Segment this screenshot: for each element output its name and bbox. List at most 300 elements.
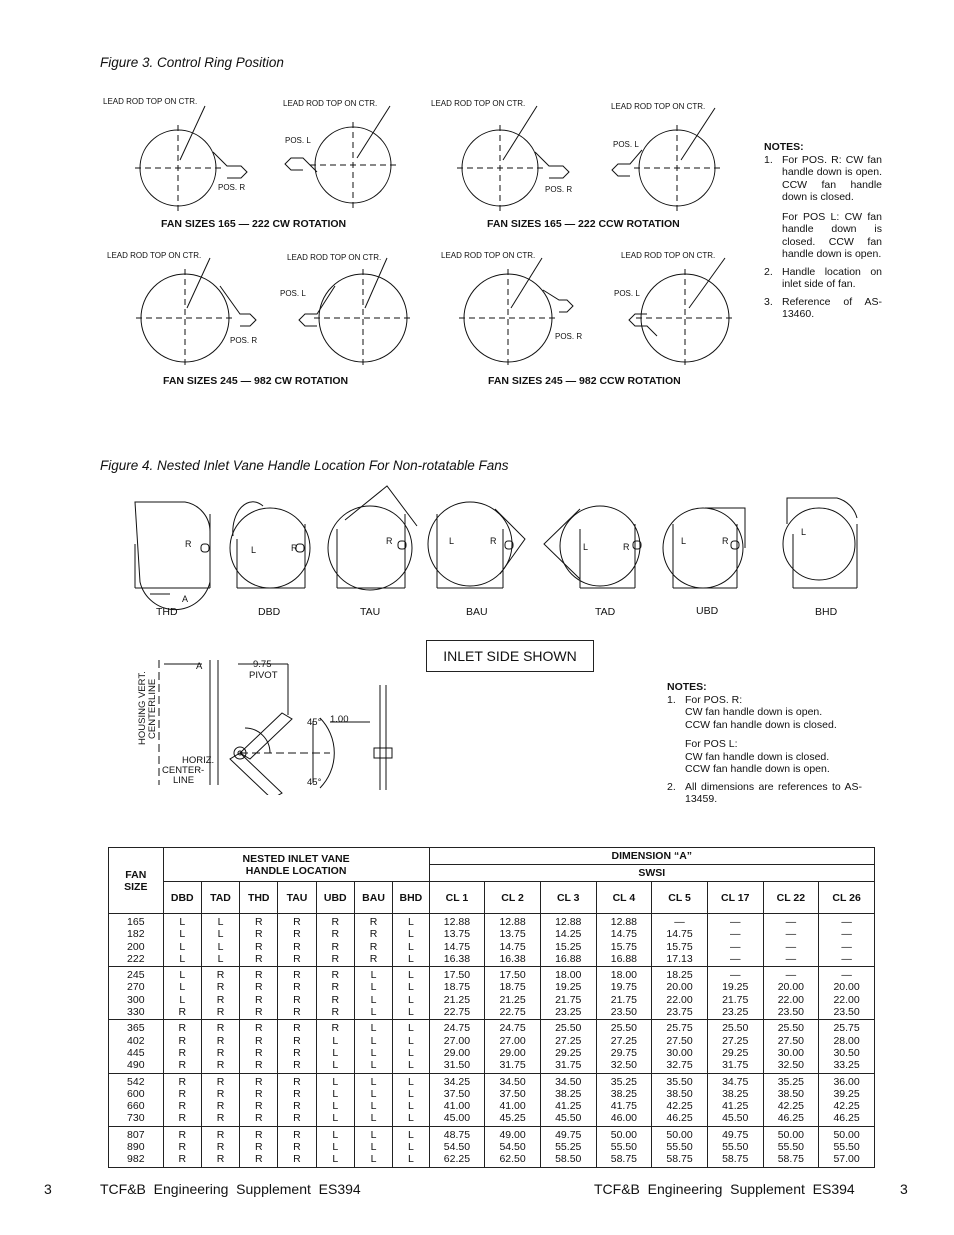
dimension-value: 20.00 [666, 981, 693, 994]
handle-location-value: L [370, 1034, 377, 1047]
fan-size-value: 807 [127, 1128, 145, 1141]
handle-location-value: R [254, 1006, 263, 1019]
fan-size-value: 890 [127, 1141, 145, 1154]
handle-location-cell [163, 914, 201, 967]
dimension-a-header: DIMENSION “A” [429, 848, 874, 865]
dimension-value: 25.75 [666, 1022, 693, 1035]
pos-l-label: POS. L [285, 136, 311, 145]
dimension-value: — [841, 952, 852, 965]
housing-label: BAU [466, 606, 488, 618]
fan-size-value: 300 [127, 993, 145, 1006]
dimension-value: 39.25 [833, 1087, 860, 1100]
fan-size-value: 445 [127, 1046, 145, 1059]
handle-location-value: R [254, 1128, 263, 1141]
footer-title-right: TCF&B Engineering Supplement ES394 [594, 1181, 855, 1197]
fan-size-cell [109, 1073, 164, 1126]
handle-location-value: R [369, 916, 378, 928]
dimension-value: — [785, 916, 797, 928]
dimension-value: 36.00 [833, 1075, 860, 1088]
housing-diagrams [125, 484, 870, 624]
handle-location-cell [354, 914, 392, 967]
table-row-group [109, 1020, 875, 1073]
dimension-value: 42.25 [833, 1100, 860, 1113]
lead-rod-label: LEAD ROD TOP ON CTR. [621, 251, 716, 260]
dimension-value: — [729, 952, 741, 965]
horiz-label: HORIZ. [182, 755, 215, 766]
handle-location-value: R [216, 1034, 225, 1047]
handle-location-value: R [216, 1087, 225, 1100]
note-pos-r-ccw: CCW fan handle down is closed. [685, 718, 837, 731]
dimension-value: 29.25 [722, 1046, 749, 1059]
handle-location-value: L [407, 928, 414, 941]
handle-location-value: L [332, 1034, 339, 1047]
handle-location-value: R [178, 1075, 187, 1088]
handle-location-cell [163, 1020, 201, 1073]
handle-location-value: L [332, 1046, 339, 1059]
dimension-value: 24.75 [443, 1022, 471, 1035]
handle-location-value: L [179, 969, 186, 982]
handle-location-value: R [178, 1100, 187, 1113]
handle-location-value: L [332, 1059, 339, 1072]
handle-location-value: R [216, 981, 225, 994]
dimension-value: 21.25 [443, 993, 471, 1006]
handle-location-cell [240, 1073, 278, 1126]
handle-location-value: R [254, 1059, 263, 1072]
handle-location-cell [240, 967, 278, 1020]
handle-location-value: L [370, 1128, 377, 1141]
note-pos-l: For POS L: CW fan handle down is closed. CCW fan handle down is open. [782, 210, 882, 260]
lead-rod-label: LEAD ROD TOP ON CTR. [103, 97, 198, 106]
handle-location-value: R [216, 1153, 225, 1166]
dimension-value: 27.00 [443, 1034, 471, 1047]
handle-location-cell [354, 967, 392, 1020]
handle-location-value: R [216, 1022, 225, 1035]
dimension-value: 54.50 [443, 1141, 471, 1154]
dimension-table [108, 847, 875, 1168]
handle-location-cell [240, 1020, 278, 1073]
handle-l-label: L [449, 536, 455, 546]
pos-r-label: POS. R [555, 332, 583, 341]
dimension-cell [596, 967, 652, 1020]
handle-location-value: L [332, 1141, 339, 1154]
dimension-value: 45.25 [499, 1112, 526, 1125]
group-label: FAN SIZES 165 — 222 CCW ROTATION [487, 218, 680, 230]
dimension-value: 13.75 [443, 928, 471, 941]
dimension-cell [707, 914, 763, 967]
fan-size-value: 730 [127, 1112, 145, 1125]
dimension-value: 22.75 [443, 1006, 471, 1019]
fan-size-value: 222 [127, 952, 145, 965]
page-number-left: 3 [44, 1181, 52, 1197]
dimension-value: 38.50 [777, 1087, 804, 1100]
handle-l-label: L [801, 527, 807, 537]
dimension-value: 15.75 [666, 940, 693, 953]
dimension-value: 46.25 [777, 1112, 804, 1125]
handle-location-value: L [407, 1141, 414, 1154]
dimension-value: 29.25 [555, 1046, 582, 1059]
dimension-value: 16.38 [499, 952, 526, 965]
dimension-cell [540, 1073, 596, 1126]
handle-location-value: R [216, 1059, 225, 1072]
dimension-value: — [785, 928, 797, 941]
handle-location-cell [201, 967, 239, 1020]
dimension-value: 42.25 [666, 1100, 693, 1113]
pivot-label: PIVOT [249, 670, 278, 681]
dimension-cell [485, 967, 541, 1020]
dimension-value: 34.50 [499, 1075, 526, 1088]
dimension-value: 24.75 [499, 1022, 526, 1035]
dimension-cell [819, 1126, 875, 1167]
handle-location-value: L [179, 928, 186, 941]
table-row-group [109, 914, 875, 967]
dimension-value: — [841, 940, 852, 953]
dimension-value: 23.50 [833, 1006, 860, 1019]
fan-size-value: 200 [127, 940, 145, 953]
handle-location-value: R [216, 1141, 225, 1154]
dimension-value: 49.75 [555, 1128, 582, 1141]
note-reference: All dimensions are references to AS-13459. [685, 780, 862, 805]
dimension-value: 12.88 [443, 916, 471, 928]
handle-location-value: R [331, 952, 340, 965]
handle-location-value: L [407, 952, 414, 965]
handle-location-value: L [407, 1087, 414, 1100]
dimension-value: 14.75 [610, 928, 638, 941]
dimension-a-label: A [182, 594, 189, 604]
dimension-value: 49.00 [499, 1128, 526, 1141]
footer-title-left: TCF&B Engineering Supplement ES394 [100, 1181, 361, 1197]
handle-location-value: R [331, 1006, 340, 1019]
housing-vert-label: HOUSING VERT. [137, 671, 148, 745]
dimension-cell [596, 1073, 652, 1126]
dimension-value: 20.00 [777, 981, 804, 994]
handle-location-cell [393, 1073, 429, 1126]
dimension-value: 30.50 [833, 1046, 860, 1059]
handle-location-value: R [254, 928, 263, 941]
handle-location-cell [316, 914, 354, 967]
dimension-value: 35.50 [666, 1075, 693, 1088]
dimension-cell [763, 914, 819, 967]
handle-location-value: L [407, 1153, 414, 1166]
dimension-value: 31.75 [499, 1059, 526, 1072]
dimension-cell [429, 967, 485, 1020]
dimension-cell [596, 1126, 652, 1167]
lead-rod-label: LEAD ROD TOP ON CTR. [283, 99, 378, 108]
dimension-value: 12.88 [499, 916, 526, 928]
housing-label: DBD [258, 606, 281, 618]
note-reference: Reference of AS-13460. [782, 295, 882, 320]
handle-location-value: R [178, 1141, 187, 1154]
dimension-value: — [729, 940, 741, 953]
pos-l-label: POS. L [613, 140, 639, 149]
group-label: FAN SIZES 165 — 222 CW ROTATION [161, 218, 347, 230]
handle-location-value: R [331, 981, 340, 994]
fan-size-value: 165 [127, 916, 145, 928]
handle-location-value: L [407, 1128, 414, 1141]
dimension-value: 31.75 [555, 1059, 582, 1072]
dimension-value: 62.25 [443, 1153, 471, 1166]
lead-rod-label: LEAD ROD TOP ON CTR. [611, 102, 706, 111]
dimension-value: 57.00 [833, 1153, 860, 1166]
handle-location-value: R [293, 1059, 301, 1072]
dimension-value: — [841, 928, 852, 941]
dimension-value: 32.50 [777, 1059, 804, 1072]
handle-r-label: R [291, 543, 298, 553]
fan-size-value: 982 [127, 1153, 145, 1166]
handle-location-value: L [217, 928, 224, 941]
dimension-value: 50.00 [833, 1128, 860, 1141]
dimension-value: 29.00 [443, 1046, 471, 1059]
figure-4-notes [667, 681, 862, 806]
dimension-value: 41.75 [610, 1100, 638, 1113]
dimension-value: 19.25 [722, 981, 749, 994]
dimension-value: 14.25 [555, 928, 582, 941]
dimension-value: 48.75 [443, 1128, 471, 1141]
handle-location-value: L [407, 1112, 414, 1125]
table-row-group [109, 967, 875, 1020]
dimension-value: 18.00 [555, 969, 582, 982]
housing-label: TAU [360, 606, 381, 618]
handle-location-value: L [370, 1022, 377, 1035]
column-header: THD [240, 882, 278, 914]
handle-location-value: L [407, 940, 414, 953]
dimension-value: 27.25 [722, 1034, 749, 1047]
dimension-cell [763, 1020, 819, 1073]
table-row-group [109, 1073, 875, 1126]
dimension-value: 50.00 [610, 1128, 638, 1141]
handle-location-value: R [254, 952, 263, 965]
fan-size-value: 182 [127, 928, 145, 941]
dimension-value: 15.75 [610, 940, 638, 953]
column-header: TAU [278, 882, 316, 914]
dimension-value: 14.75 [499, 940, 526, 953]
dimension-cell [485, 1020, 541, 1073]
dimension-cell [429, 1073, 485, 1126]
dimension-cell [540, 914, 596, 967]
dimension-value: 38.25 [722, 1087, 749, 1100]
note-pos-l-ccw: CCW fan handle down is open. [685, 763, 830, 775]
dimension-cell [540, 1020, 596, 1073]
dimension-value: 58.75 [610, 1153, 638, 1166]
handle-location-value: L [179, 952, 186, 965]
handle-location-value: R [293, 1128, 301, 1141]
dimension-cell [707, 967, 763, 1020]
handle-location-value: R [254, 1112, 263, 1125]
handle-detail-diagram [130, 655, 410, 795]
note-number: 2. [667, 780, 676, 793]
handle-location-cell [393, 967, 429, 1020]
dimension-value: — [841, 969, 852, 982]
handle-location-value: L [217, 952, 224, 965]
column-header: DBD [163, 882, 201, 914]
handle-location-cell [393, 1020, 429, 1073]
dimension-value: 22.75 [499, 1006, 526, 1019]
fan-size-value: 245 [127, 969, 145, 982]
column-header: BHD [393, 882, 429, 914]
note-pos-r-heading: For POS. R: [685, 693, 743, 706]
dimension-cell [652, 1020, 708, 1073]
handle-location-value: R [369, 952, 378, 965]
pos-r-label: POS. R [545, 185, 573, 194]
handle-location-value: R [331, 969, 340, 982]
handle-location-value: R [293, 916, 301, 928]
handle-location-value: L [332, 1128, 339, 1141]
note-number: 3. [764, 295, 773, 308]
lead-rod-label: LEAD ROD TOP ON CTR. [107, 251, 202, 260]
pos-r-label: POS. R [218, 183, 246, 192]
dimension-value: 25.75 [833, 1022, 860, 1035]
fan-size-cell [109, 1020, 164, 1073]
dimension-value: 35.25 [777, 1075, 804, 1088]
dimension-value: 55.50 [722, 1141, 749, 1154]
dimension-value: — [785, 952, 797, 965]
dimension-value: 23.50 [777, 1006, 804, 1019]
dimension-value: — [785, 969, 797, 982]
dimension-value: 16.38 [443, 952, 471, 965]
dimension-value: 19.25 [555, 981, 582, 994]
handle-location-cell [354, 1126, 392, 1167]
handle-location-value: R [178, 1128, 187, 1141]
handle-location-value: R [293, 952, 301, 965]
dimension-cell [429, 1126, 485, 1167]
dimension-cell [652, 1073, 708, 1126]
dimension-cell [763, 1126, 819, 1167]
dimension-value: 62.50 [499, 1153, 526, 1166]
note-pos-r: For POS. R: CW fan handle down is open. CCW fan handle down is closed. [782, 153, 882, 203]
dimension-value: 19.75 [610, 981, 638, 994]
dimension-value: 21.75 [555, 993, 582, 1006]
handle-location-value: R [254, 1100, 263, 1113]
handle-location-cell [201, 1073, 239, 1126]
dimension-cell [596, 914, 652, 967]
handle-location-value: R [293, 1022, 301, 1035]
dimension-value: 23.25 [722, 1006, 749, 1019]
handle-location-cell [393, 1126, 429, 1167]
dimension-value: 13.75 [499, 928, 526, 941]
dimension-cell [485, 1073, 541, 1126]
dimension-cell [540, 1126, 596, 1167]
handle-location-value: R [216, 1100, 225, 1113]
column-header: UBD [316, 882, 354, 914]
dimension-cell [596, 1020, 652, 1073]
center-label: CENTER- [162, 765, 205, 776]
page-number-right: 3 [900, 1181, 908, 1197]
dimension-value: 16.88 [610, 952, 638, 965]
dimension-value: 27.50 [666, 1034, 693, 1047]
handle-location-value: L [332, 1112, 339, 1125]
dimension-value: 30.00 [666, 1046, 693, 1059]
dimension-value: 35.25 [610, 1075, 638, 1088]
dimension-value: — [729, 916, 741, 928]
handle-location-value: R [178, 1059, 187, 1072]
housing-label: UBD [696, 605, 719, 617]
handle-location-value: R [216, 969, 225, 982]
note-pos-l-heading: For POS L: [685, 738, 738, 750]
handle-location-value: L [370, 1153, 377, 1166]
dimension-value: 46.25 [833, 1112, 860, 1125]
handle-location-cell [240, 914, 278, 967]
handle-location-cell [393, 914, 429, 967]
dimension-value: 34.75 [722, 1075, 749, 1088]
handle-location-value: R [331, 916, 340, 928]
dimension-value: 31.75 [722, 1059, 749, 1072]
handle-location-value: L [370, 1059, 377, 1072]
handle-l-label: L [251, 545, 257, 555]
dimension-value: 54.50 [499, 1141, 526, 1154]
fan-size-header-line: SIZE [124, 880, 148, 893]
column-header: CL 3 [540, 882, 596, 914]
housing-label: THD [156, 606, 178, 618]
handle-location-cell [316, 1126, 354, 1167]
dimension-value: 58.75 [722, 1153, 749, 1166]
handle-location-value: R [331, 993, 340, 1006]
handle-location-value: R [293, 928, 301, 941]
column-header: CL 4 [596, 882, 652, 914]
dimension-value: 29.75 [610, 1046, 638, 1059]
handle-location-value: R [216, 1075, 225, 1088]
handle-location-value: L [407, 1059, 414, 1072]
dimension-value: 30.00 [777, 1046, 804, 1059]
dimension-value: 58.75 [777, 1153, 804, 1166]
dimension-value: 23.25 [555, 1006, 582, 1019]
handle-location-value: L [370, 969, 377, 982]
pos-l-label: POS. L [280, 289, 306, 298]
handle-location-value: L [407, 969, 414, 982]
dimension-cell [707, 1020, 763, 1073]
dimension-value: — [841, 916, 852, 928]
handle-location-cell [278, 1020, 316, 1073]
dimension-value: 23.75 [666, 1006, 693, 1019]
handle-location-value: L [332, 1075, 339, 1088]
dimension-value: 49.75 [722, 1128, 749, 1141]
handle-location-value: L [407, 981, 414, 994]
dimension-100-label: 1.00 [330, 714, 349, 725]
handle-location-cell [201, 1126, 239, 1167]
handle-location-value: R [293, 1046, 301, 1059]
handle-location-value: R [331, 940, 340, 953]
handle-location-value: R [178, 1034, 187, 1047]
dimension-value: 18.75 [499, 981, 526, 994]
dimension-value: 31.50 [443, 1059, 471, 1072]
handle-location-value: L [407, 1046, 414, 1059]
handle-location-value: L [370, 1087, 377, 1100]
dimension-cell [429, 914, 485, 967]
dimension-value: — [729, 928, 741, 941]
handle-location-value: R [254, 916, 263, 928]
dimension-value: 27.25 [555, 1034, 582, 1047]
column-header: CL 17 [707, 882, 763, 914]
dimension-value: 18.00 [610, 969, 638, 982]
note-pos-l-cw: CW fan handle down is closed. [685, 750, 830, 763]
dimension-value: — [674, 916, 685, 928]
handle-location-value: R [293, 981, 301, 994]
dimension-value: 29.00 [499, 1046, 526, 1059]
handle-location-cell [201, 914, 239, 967]
handle-r-label: R [386, 536, 393, 546]
dimension-value: 45.00 [443, 1112, 471, 1125]
dimension-cell [763, 1073, 819, 1126]
dimension-value: 21.75 [722, 993, 749, 1006]
handle-location-value: L [217, 940, 224, 953]
dimension-value: 38.25 [555, 1087, 582, 1100]
dimension-value: 55.50 [777, 1141, 804, 1154]
dimension-value: 50.00 [666, 1128, 693, 1141]
fan-size-header [109, 848, 164, 914]
angle-label: 45° [307, 777, 322, 788]
fan-size-value: 365 [127, 1022, 145, 1035]
dimension-value: 17.13 [666, 952, 693, 965]
dimension-value: 12.88 [555, 916, 582, 928]
dimension-value: 25.50 [555, 1022, 582, 1035]
